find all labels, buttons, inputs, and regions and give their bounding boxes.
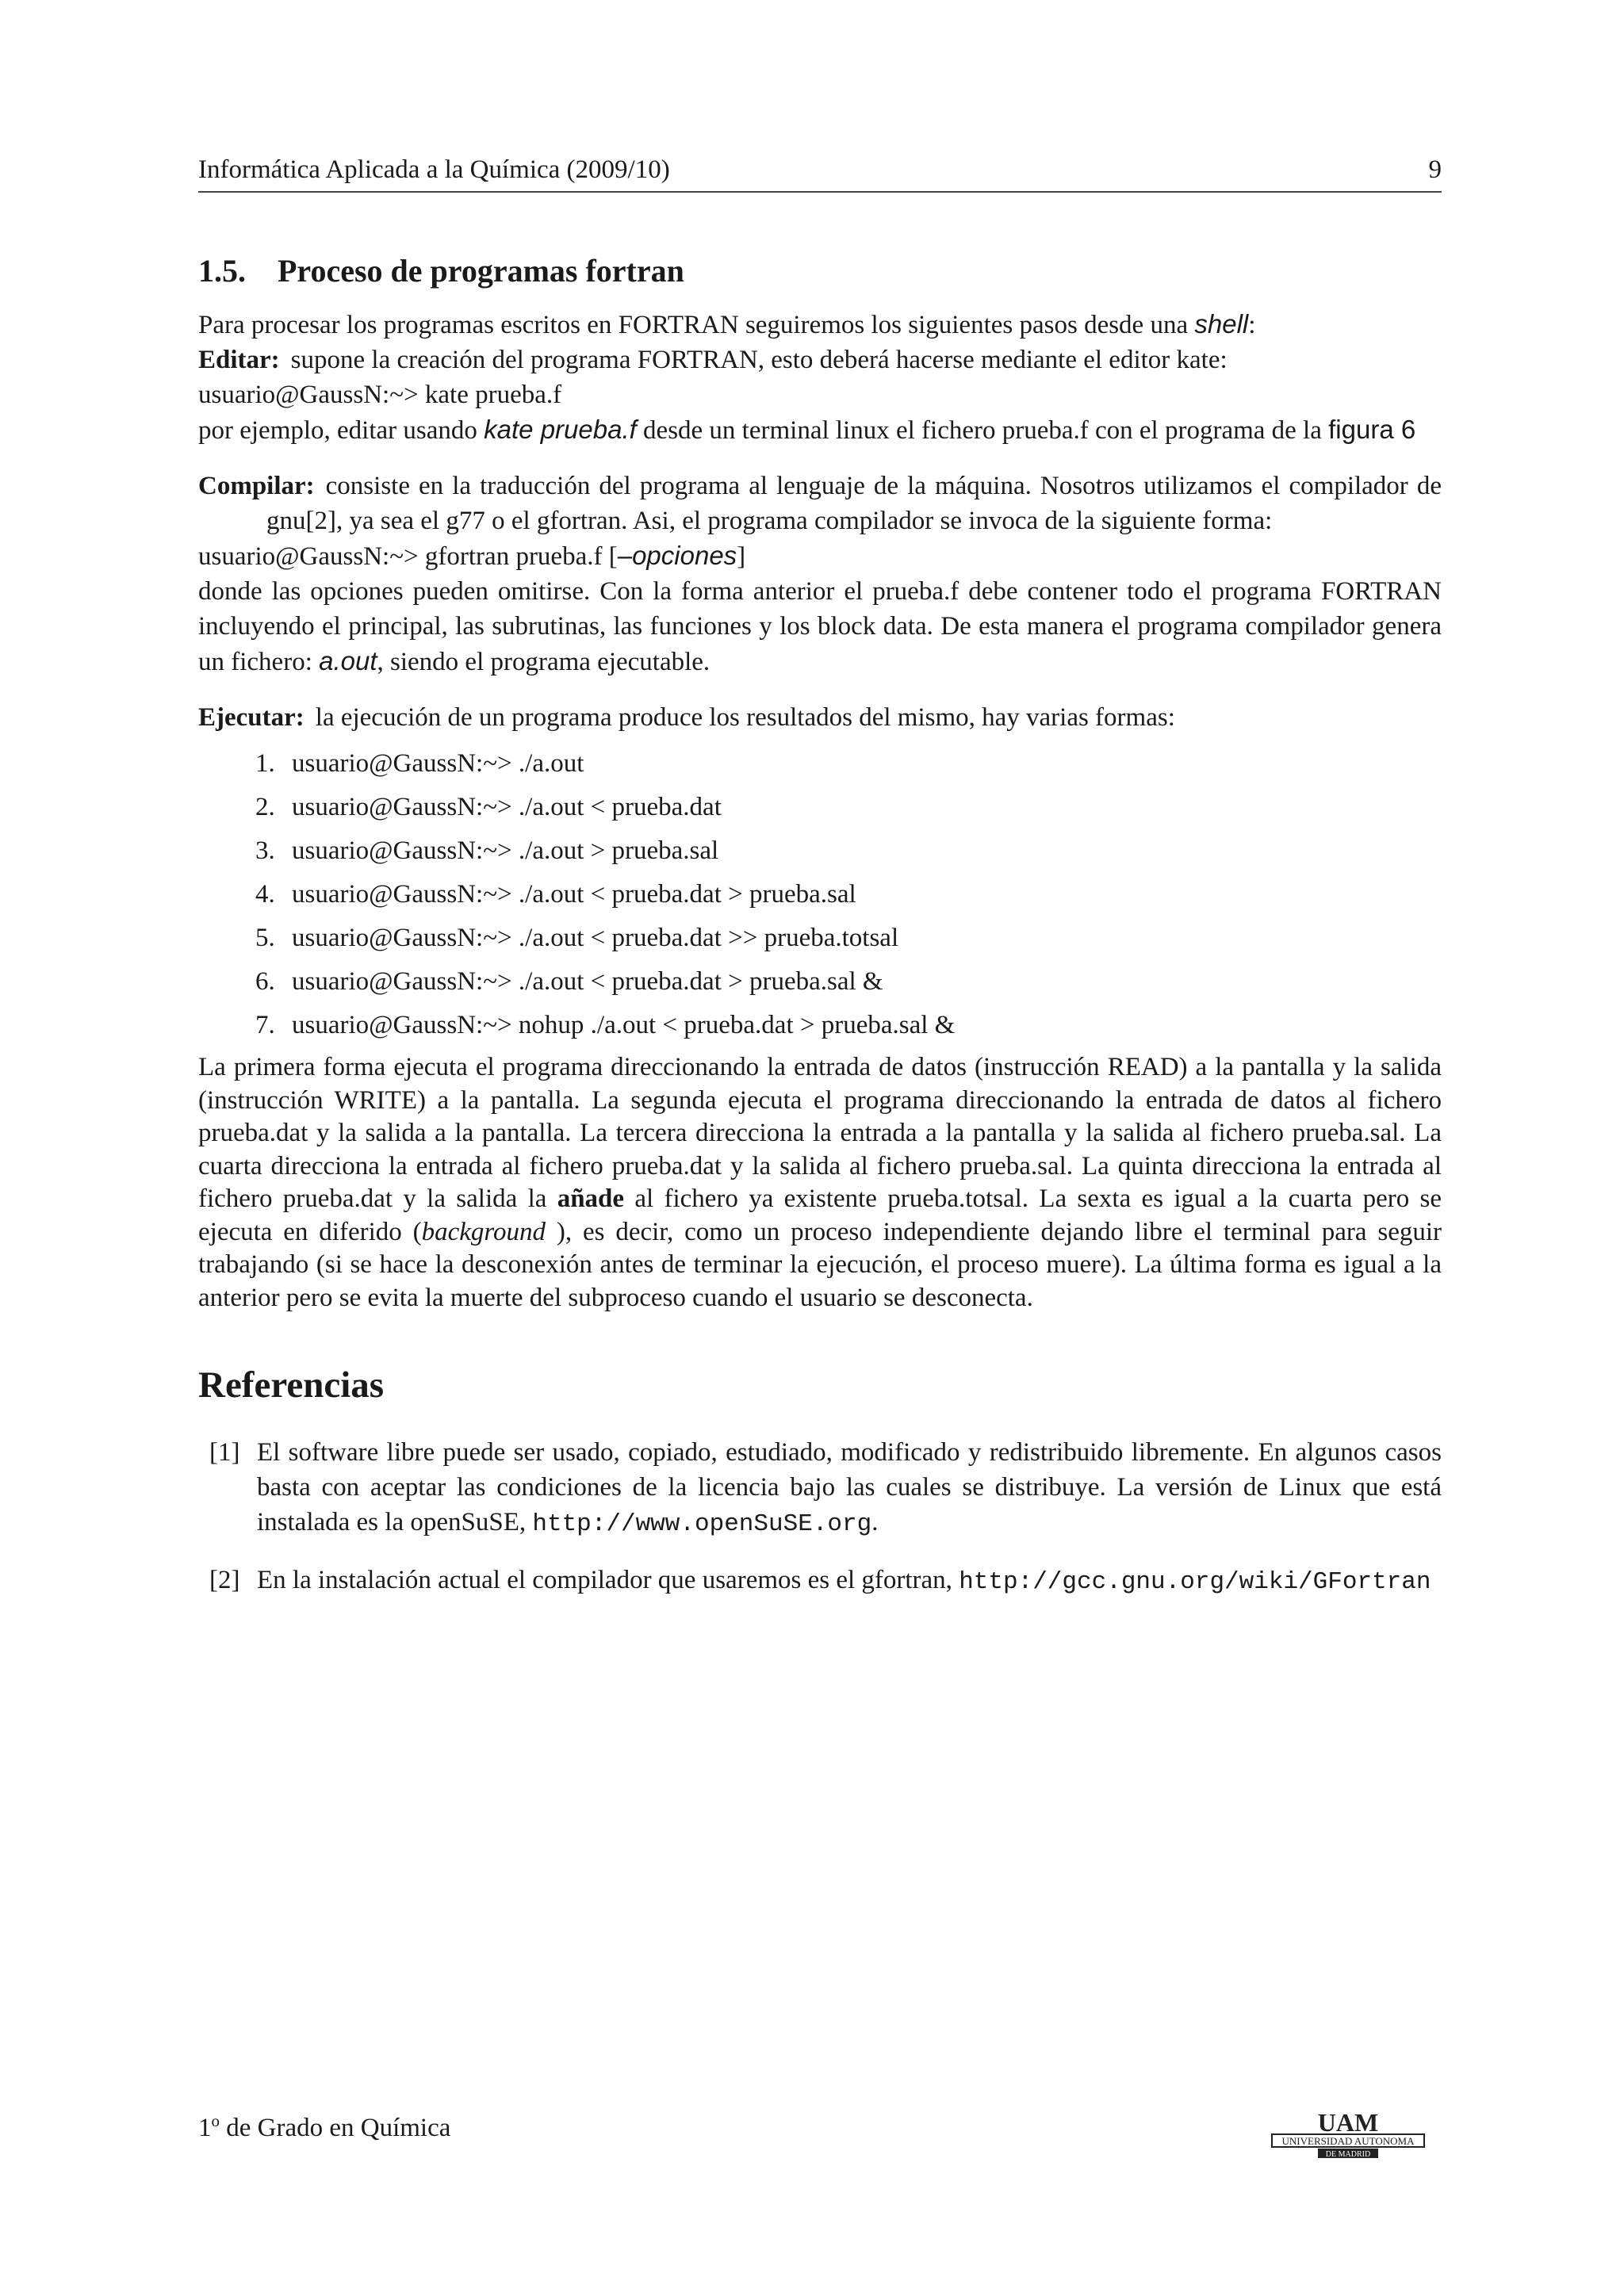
explanation-text-3: ), es decir, como un proceso independiente dejando libre el terminal para seguir trabajando (si se hace la desconexión antes de terminar la ejecución, el proceso muere). La última forma es igual a la anterior pero se evita la muerte del subproceso cuando el usuario se desconecta. (198, 1217, 1442, 1312)
editar-item (198, 342, 1442, 448)
compilar-term: Compilar: (198, 472, 315, 500)
section-title: Proceso de programas fortran (278, 253, 684, 289)
execution-explanation (198, 1051, 1442, 1314)
page-body (198, 252, 1442, 1621)
footer-course (198, 2111, 450, 2143)
compilar-aout: a.out (319, 646, 377, 675)
university-logo (1269, 2109, 1427, 2160)
intro-shell-term: shell (1194, 309, 1249, 339)
list-number: 7. (255, 1011, 275, 1039)
reference-label: [1] (209, 1438, 240, 1467)
compilar-note-text: donde las opciones pueden omitirse. Con la forma anterior el prueba.f debe contener todo el programa FORTRAN incluyendo el principal, las subrutinas, las funciones y los block data. De esta manera el programa compilador genera un fichero: (198, 577, 1442, 676)
reference-item (198, 1563, 1442, 1600)
editar-command: usuario@GaussN:~> kate prueba.f (198, 381, 562, 409)
list-item (255, 746, 1442, 781)
references-heading: Referencias (198, 1364, 385, 1406)
list-item-text: usuario@GaussN:~> nohup ./a.out < prueba.dat > prueba.sal & (292, 1011, 956, 1039)
editar-term: Editar: (198, 346, 280, 374)
compilar-description: consiste en la traducción del programa al lenguaje de la máquina. Nosotros utilizamos el compilador de gnu[2], ya sea el g77 o el gfortran. Asi, el programa compilador se invoca de la siguiente forma: (266, 472, 1442, 535)
compilar-command (198, 538, 1442, 574)
list-item-text: usuario@GaussN:~> ./a.out < prueba.dat (292, 793, 722, 821)
running-title: Informática Aplicada a la Química (2009/10) (198, 155, 670, 184)
compilar-options: –opciones (617, 541, 737, 570)
editar-description: supone la creación del programa FORTRAN, esto deberá hacerse mediante el editor kate: (290, 346, 1228, 374)
ejecutar-item (198, 700, 1442, 1314)
explanation-bold: añade (557, 1184, 625, 1213)
compilar-note (198, 574, 1442, 679)
list-item (255, 877, 1442, 912)
list-item (255, 920, 1442, 955)
section-number: 1.5. (198, 253, 246, 289)
list-item-text: usuario@GaussN:~> ./a.out < prueba.dat > prueba.sal & (292, 967, 883, 996)
list-item-text: usuario@GaussN:~> ./a.out < prueba.dat >> prueba.totsal (292, 924, 899, 952)
list-item-text: usuario@GaussN:~> ./a.out < prueba.dat > prueba.sal (292, 880, 856, 909)
list-number: 6. (255, 967, 275, 996)
footer-course-text: de Grado en Química (220, 2114, 451, 2142)
compilar-item (198, 469, 1442, 679)
section-intro (198, 307, 1442, 342)
page-number: 9 (1428, 155, 1442, 184)
ejecutar-term: Ejecutar: (198, 703, 304, 732)
logo-letters: UAM (1317, 2109, 1379, 2137)
list-item (255, 790, 1442, 825)
list-item-text: usuario@GaussN:~> ./a.out (292, 749, 584, 778)
list-number: 1. (255, 749, 275, 778)
list-item (255, 833, 1442, 868)
logo-line-1: UNIVERSIDAD AUTONOMA (1281, 2135, 1415, 2147)
compilar-command-close: ] (737, 542, 746, 571)
reference-text: En la instalación actual el compilador que usaremos es el gfortran, (257, 1566, 959, 1594)
reference-item (198, 1435, 1442, 1542)
list-number: 2. (255, 793, 275, 821)
ejecutar-description: la ejecución de un programa produce los resultados del mismo, hay varias formas: (315, 703, 1175, 732)
compilar-note-text-2: , siendo el programa ejecutable. (377, 648, 710, 676)
explanation-italic: background (421, 1217, 546, 1246)
reference-text: El software libre puede ser usado, copiado, estudiado, modificado y redistribuido libremente. En algunos casos basta con aceptar las condiciones de la licencia bajo las cuales se distribuye. La versión de Linux que está instalada es la openSuSE, (257, 1438, 1442, 1536)
explanation-text-1: La primera forma ejecuta el programa direccionando la entrada de datos (instrucción READ) a la pantalla y la salida (instrucción WRITE) a la pantalla. La segunda ejecuta el programa direccionando la entrada de datos al fichero prueba.dat y la salida a la pantalla. La tercera direcciona la entrada a la pantalla y la salida al fichero prueba.sal. La cuarta direcciona la entrada al fichero prueba.dat y la salida al fichero prueba.sal. La quinta direcciona la entrada al fichero prueba.dat y la salida la (198, 1053, 1442, 1213)
reference-link[interactable]: http://gcc.gnu.org/wiki/GFortran (959, 1568, 1431, 1596)
list-number: 4. (255, 880, 275, 909)
reference-link[interactable]: http://www.openSuSE.org (532, 1510, 872, 1538)
list-number: 3. (255, 836, 275, 865)
execution-steps-list (198, 746, 1442, 1043)
editar-note (198, 412, 1442, 448)
editar-note-text: por ejemplo, editar usando (198, 416, 485, 445)
explanation-text-2: al fichero ya existente prueba.totsal. La sexta es igual a la cuarta pero se ejecuta en diferido ( (198, 1184, 1442, 1246)
reference-label: [2] (209, 1566, 240, 1594)
page-header (198, 155, 1442, 193)
logo-line-2: DE MADRID (1325, 2150, 1371, 2159)
list-item (255, 964, 1442, 999)
intro-text: Para procesar los programas escritos en FORTRAN seguiremos los siguientes pasos desde una (198, 311, 1195, 339)
editar-note-cmd: kate prueba.f (484, 415, 637, 444)
figure-reference[interactable]: figura 6 (1328, 415, 1416, 444)
footer-course-number: 1 (198, 2114, 212, 2142)
list-item-text: usuario@GaussN:~> ./a.out > prueba.sal (292, 836, 719, 865)
list-number: 5. (255, 924, 275, 952)
editar-note-text-2: desde un terminal linux el fichero prueba.f con el programa de la (636, 416, 1329, 445)
reference-end: . (871, 1508, 879, 1536)
list-item (255, 1008, 1442, 1043)
footer-ordinal: o (211, 2111, 220, 2130)
intro-colon: : (1248, 311, 1256, 339)
compilar-command-text: usuario@GaussN:~> gfortran prueba.f [ (198, 542, 618, 571)
section-heading (198, 252, 1442, 289)
